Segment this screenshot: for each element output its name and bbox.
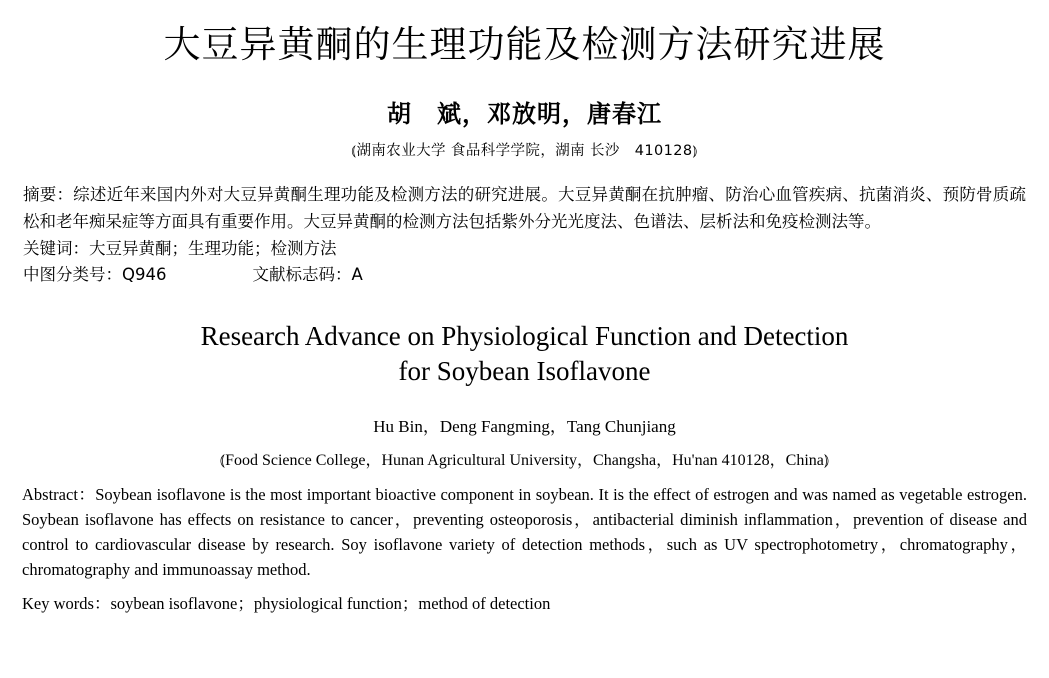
english-title-line-2: for Soybean Isoflavone bbox=[398, 356, 651, 387]
document-code: 文献标志码：A bbox=[252, 265, 363, 285]
english-authors: Hu Bin，Deng Fangming，Tang Chunjiang bbox=[373, 416, 676, 436]
chinese-affiliation: ⦅湖南农业大学 食品科学学院，湖南 长沙 410128⦆ bbox=[351, 143, 698, 160]
english-title bbox=[18, 319, 1031, 389]
chinese-authors: 胡 斌，邓放明，唐春江 bbox=[387, 99, 662, 129]
chinese-front-matter bbox=[18, 182, 1031, 289]
english-affiliation: ⦅Food Science College，Hunan Agricultural University，Changsha，Hu'nan 410128，China⦆ bbox=[219, 451, 830, 469]
english-title-line-1: Research Advance on Physiological Function and Detection bbox=[200, 321, 849, 352]
chinese-classification-line bbox=[23, 262, 1026, 289]
chinese-title: 大豆异黄酮的生理功能及检测方法研究进展 bbox=[163, 23, 886, 66]
chinese-abstract: 摘要：综述近年来国内外对大豆异黄酮生理功能及检测方法的研究进展。大豆异黄酮在抗肿瘤、防治心血管疾病、抗菌消炎、预防骨质疏松和老年痴呆症等方面具有重要作用。大豆异黄酮的检测方法包括紫外分光光度法、色谱法、层析法和免疫检测法等。 bbox=[23, 185, 1026, 231]
chinese-keywords: 关键词：大豆异黄酮；生理功能；检测方法 bbox=[23, 238, 337, 258]
paper-page bbox=[0, 22, 1049, 678]
english-keywords: Key words：soybean isoflavone；physiological function；method of detection bbox=[22, 594, 551, 614]
clc-number: 中图分类号：Q946 bbox=[23, 265, 167, 285]
english-abstract: Abstract：Soybean isoflavone is the most important bioactive component in soybean. It is the effect of estrogen and was named as vegetable estrogen. Soybean isoflavone has effects on resistance to cancer，preventing osteoporosis，antibacterial diminish inflammation，prevention of disease and control to cardiovascular disease by research. Soy isoflavone variety of detection methods，such as UV spectrophotometry，chromatography，chromatography and immunoassay method. bbox=[22, 484, 1027, 579]
